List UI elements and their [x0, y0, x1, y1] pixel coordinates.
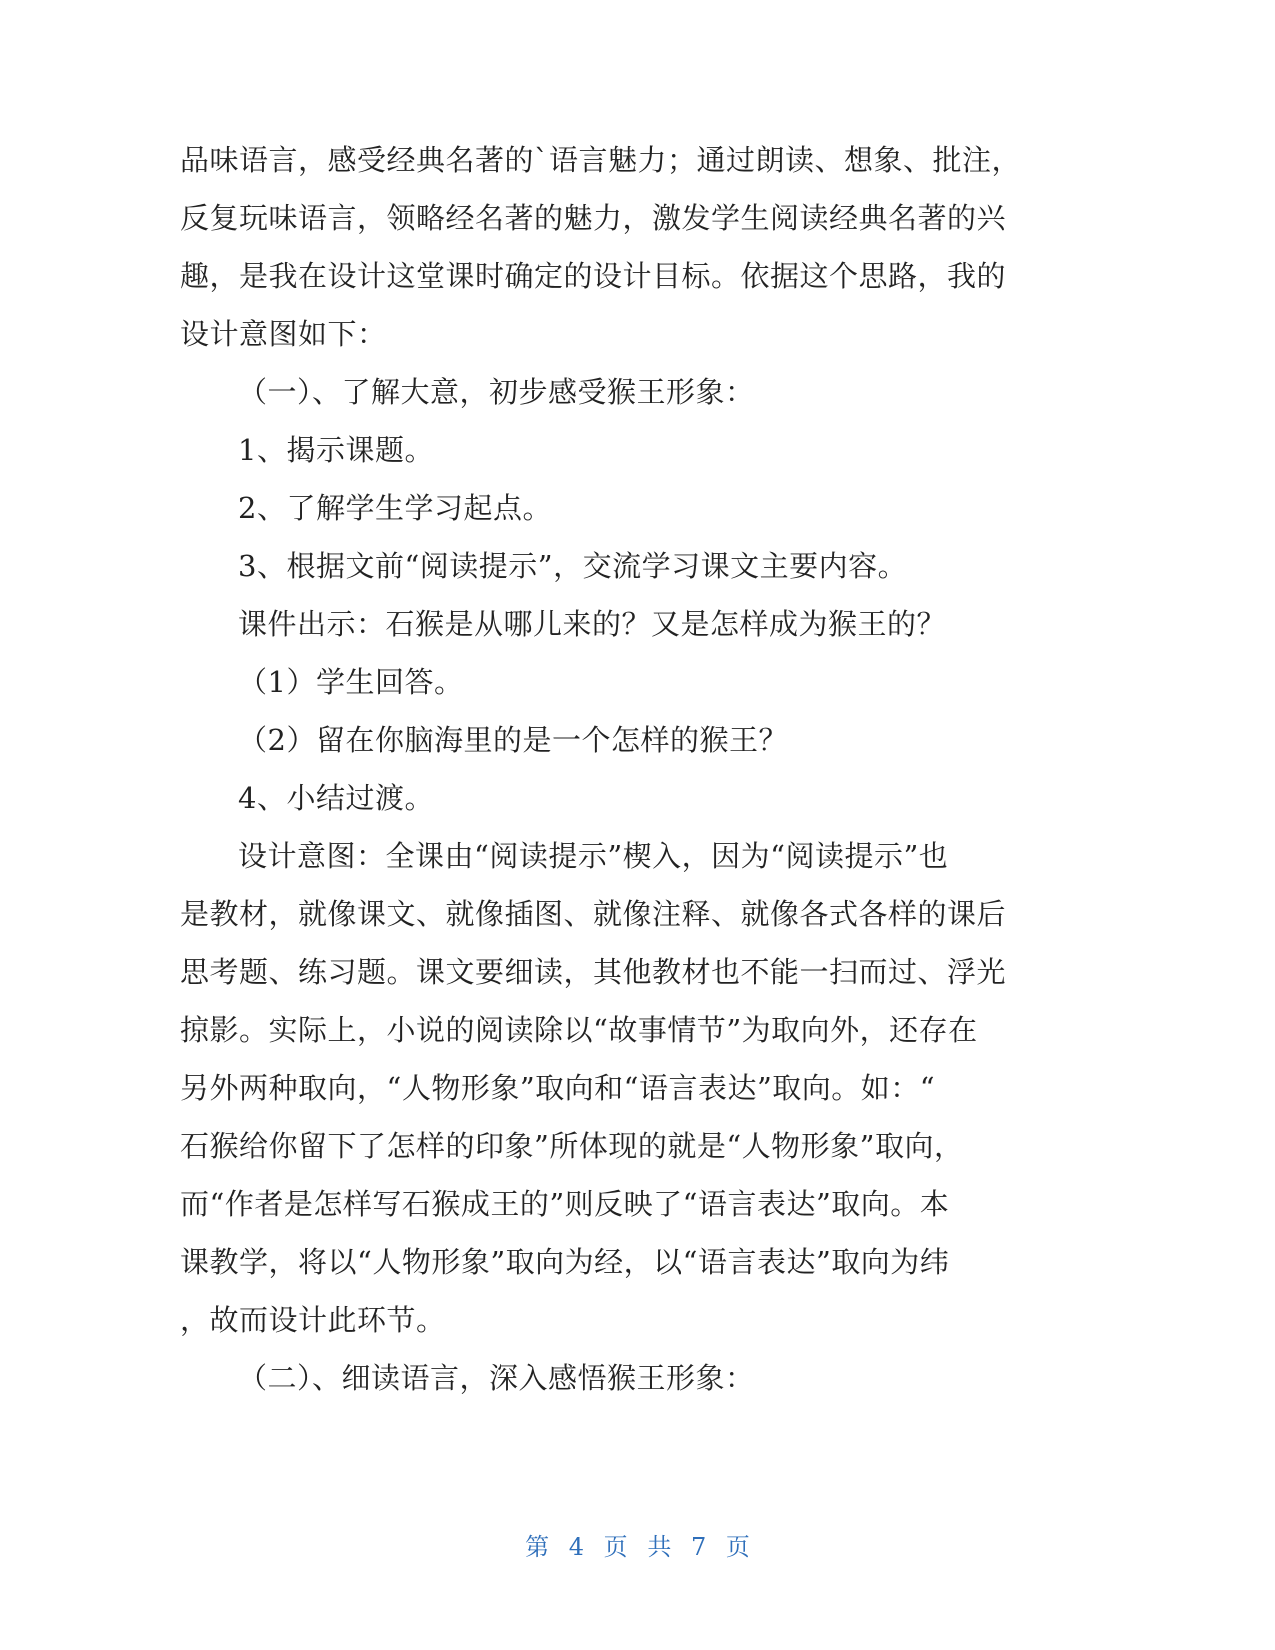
text-line-4: 设计意图如下：: [180, 317, 387, 351]
footer-gong: 共: [647, 1533, 672, 1561]
section-heading-1: （一）、了解大意，初步感受猴王形象：: [238, 375, 755, 409]
courseware-line: 课件出示：石猴是从哪儿来的？又是怎样成为猴王的？: [238, 607, 947, 641]
section-heading-2: （二）、细读语言，深入感悟猴王形象：: [238, 1361, 755, 1395]
text-line-2: 反复玩味语言，领略经名著的魅力，激发学生阅读经典名著的兴: [180, 201, 1007, 235]
text-line-1: 品味语言，感受经典名著的`语言魅力；通过朗读、想象、批注，: [180, 143, 1022, 177]
footer-ye2: 页: [725, 1533, 750, 1561]
footer-di: 第: [525, 1533, 550, 1561]
design-intent-line-6: 石猴给你留下了怎样的印象”所体现的就是“人物形象”取向，: [180, 1129, 964, 1163]
footer-total-pages: 7: [690, 1533, 707, 1561]
design-intent-line-4: 掠影。实际上，小说的阅读除以“故事情节”为取向外，还存在: [180, 1013, 978, 1047]
sub-item-1: （1）学生回答。: [238, 665, 464, 699]
design-intent-line-8: 课教学，将以“人物形象”取向为经，以“语言表达”取向为纬: [180, 1245, 950, 1279]
sub-item-2: （2）留在你脑海里的是一个怎样的猴王？: [238, 723, 788, 757]
design-intent-line-2: 是教材，就像课文、就像插图、就像注释、就像各式各样的课后: [180, 897, 1007, 931]
design-intent-line-9: ，故而设计此环节。: [180, 1303, 446, 1337]
list-item-1: 1、揭示课题。: [238, 433, 434, 467]
design-intent-line-7: 而“作者是怎样写石猴成王的”则反映了“语言表达”取向。本: [180, 1187, 950, 1221]
text-line-3: 趣，是我在设计这堂课时确定的设计目标。依据这个思路，我的: [180, 259, 1007, 293]
page-footer: [0, 1532, 1275, 1562]
footer-page-number: 4: [568, 1533, 585, 1561]
list-item-4: 4、小结过渡。: [238, 781, 434, 815]
design-intent-line-5: 另外两种取向，“人物形象”取向和“语言表达”取向。如：“: [180, 1071, 936, 1105]
design-intent-line-1: 设计意图：全课由“阅读提示”楔入，因为“阅读提示”也: [238, 839, 949, 873]
footer-ye: 页: [603, 1533, 628, 1561]
design-intent-line-3: 思考题、练习题。课文要细读，其他教材也不能一扫而过、浮光: [180, 955, 1007, 989]
list-item-3: 3、根据文前“阅读提示”，交流学习课文主要内容。: [238, 549, 908, 583]
list-item-2: 2、了解学生学习起点。: [238, 491, 552, 525]
